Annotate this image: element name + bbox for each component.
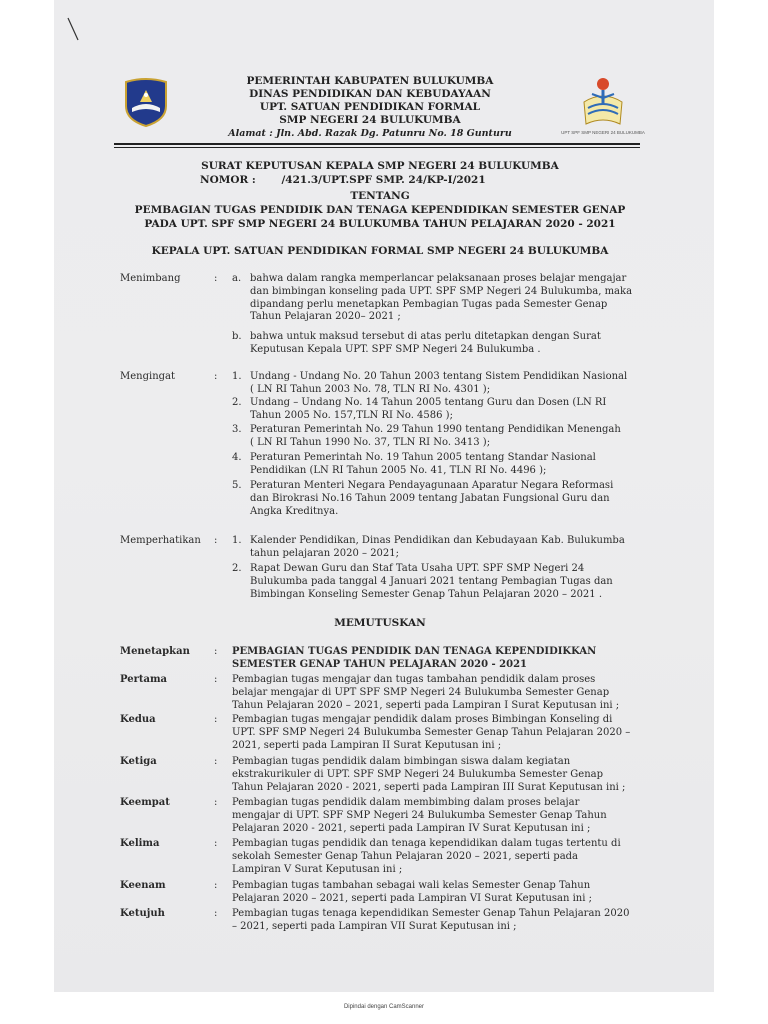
letterhead-divider xyxy=(114,143,640,145)
text-line: Pembagian tugas tenaga kependidikan Semester Genap Tahun Pelajaran 2020 xyxy=(232,908,630,919)
kedua-label: Kedua xyxy=(120,714,156,725)
scanner-footer: Dipindai dengan CamScanner xyxy=(343,1004,425,1010)
text-line: SEMESTER GENAP TAHUN PELAJARAN 2020 - 2021 xyxy=(232,658,528,670)
pen-mark xyxy=(66,16,80,42)
keenam-text xyxy=(232,880,640,906)
text-line: Tahun Pelajaran 2020 - 2021, seperti pada Lampiran III Surat Keputusan ini ; xyxy=(232,781,626,793)
text-line: Pembagian tugas pendidik dalam membimbing dalam proses belajar xyxy=(232,797,580,808)
memperhatikan-item-2 xyxy=(250,563,640,601)
text-line: Bimbingan Konseling Semester Genap Tahun Pelajaran 2020 – 2021 . xyxy=(250,588,603,600)
text-line: Pembagian tugas mengajar pendidik dalam proses Bimbingan Konseling di xyxy=(232,714,613,725)
list-marker: a. xyxy=(232,273,242,284)
text-line: Tahun Pelajaran 2020 – 2021, seperti pada Lampiran I Surat Keputusan ini ; xyxy=(232,699,620,711)
keenam-label: Keenam xyxy=(120,880,166,891)
list-marker: 4. xyxy=(232,452,242,463)
text-line: Peraturan Menteri Negara Pendayagunaan Aparatur Negara Reformasi xyxy=(250,480,614,491)
mengingat-label: Mengingat xyxy=(120,371,176,382)
list-marker: 5. xyxy=(232,480,242,491)
text-line: bahwa dalam rangka memperlancar pelaksanaan proses belajar mengajar xyxy=(250,273,627,284)
text-line: Undang – Undang No. 14 Tahun 2005 tentang Guru dan Dosen (LN RI xyxy=(250,397,607,408)
text-line: Tahun 2005 No. 157,TLN RI No. 4586 ); xyxy=(250,409,453,421)
colon: : xyxy=(214,674,218,685)
decree-subject-line-2: PADA UPT. SPF SMP NEGERI 24 BULUKUMBA TAHUN PELAJARAN 2020 - 2021 xyxy=(144,218,616,230)
decree-number-value: /421.3/UPT.SPF SMP. 24/KP-I/2021 xyxy=(281,174,486,186)
keempat-label: Keempat xyxy=(120,797,170,808)
school-logo xyxy=(561,72,645,146)
text-line: bahwa untuk maksud tersebut di atas perlu ditetapkan dengan Surat xyxy=(250,331,601,342)
list-marker: 2. xyxy=(232,397,242,408)
text-line: sekolah Semester Genap Tahun Pelajaran 2020 – 2021, seperti pada xyxy=(232,850,579,862)
text-line: Angka Kreditnya. xyxy=(250,505,339,517)
decree-authority: KEPALA UPT. SATUAN PENDIDIKAN FORMAL SMP NEGERI 24 BULUKUMBA xyxy=(151,245,609,257)
colon: : xyxy=(214,646,218,657)
decree-title: SURAT KEPUTUSAN KEPALA SMP NEGERI 24 BULUKUMBA xyxy=(201,160,559,172)
mengingat-item-3 xyxy=(250,424,640,450)
text-line: PEMBAGIAN TUGAS PENDIDIK DAN TENAGA KEPENDIDIKKAN xyxy=(232,646,597,657)
kelima-text xyxy=(232,838,640,876)
letterhead-line-1: PEMERINTAH KABUPATEN BULUKUMBA xyxy=(246,75,494,87)
tentang-heading: TENTANG xyxy=(350,190,410,202)
mengingat-item-1 xyxy=(250,371,640,397)
ketujuh-label: Ketujuh xyxy=(120,908,165,919)
decree-number-label: NOMOR : xyxy=(200,174,256,186)
list-marker: 3. xyxy=(232,424,242,435)
colon: : xyxy=(214,756,218,767)
letterhead-divider-thin xyxy=(114,147,640,148)
colon: : xyxy=(214,371,218,382)
letterhead-line-4: SMP NEGERI 24 BULUKUMBA xyxy=(279,114,461,126)
pertama-text xyxy=(232,674,640,712)
text-line: dipandang perlu menetapkan Pembagian Tugas pada Semester Genap xyxy=(250,298,608,310)
mengingat-item-4 xyxy=(250,452,640,478)
text-line: tahun pelajaran 2020 – 2021; xyxy=(250,547,400,559)
letterhead-address: Alamat : Jln. Abd. Razak Dg. Patunru No. 18 Gunturu xyxy=(228,128,512,139)
letterhead-line-3: UPT. SATUAN PENDIDIKAN FORMAL xyxy=(259,101,481,113)
menimbang-label: Menimbang xyxy=(120,273,181,284)
text-line: Undang - Undang No. 20 Tahun 2003 tentang Sistem Pendidikan Nasional xyxy=(250,371,628,382)
text-line: ( LN RI Tahun 2003 No. 78, TLN RI No. 4301 ); xyxy=(250,383,491,395)
text-line: Tahun Pelajaran 2020– 2021 ; xyxy=(250,311,401,323)
text-line: Pendidikan (LN RI Tahun 2005 No. 41, TLN RI No. 4496 ); xyxy=(250,464,547,476)
text-line: 2021, seperti pada Lampiran II Surat Keputusan ini ; xyxy=(232,739,502,751)
ketiga-label: Ketiga xyxy=(120,756,157,767)
memperhatikan-item-1 xyxy=(250,535,640,561)
text-line: dan bimbingan konseling pada UPT. SPF SMP Negeri 24 Bulukumba, maka xyxy=(250,285,633,297)
text-line: Peraturan Pemerintah No. 29 Tahun 1990 tentang Pendidikan Menengah xyxy=(250,424,621,435)
letterhead-line-2: DINAS PENDIDIKAN DAN KEBUDAYAAN xyxy=(249,88,491,100)
text-line: ekstrakurikuler di UPT. SPF SMP Negeri 24 Bulukumba Semester Genap xyxy=(232,768,604,780)
text-line: Keputusan Kepala UPT. SPF SMP Negeri 24 Bulukumba . xyxy=(250,343,541,355)
colon: : xyxy=(214,838,218,849)
menetapkan-label: Menetapkan xyxy=(120,646,190,657)
text-line: Bulukumba pada tanggal 4 Januari 2021 tentang Pembagian Tugas dan xyxy=(250,575,613,587)
colon: : xyxy=(214,273,218,284)
colon: : xyxy=(214,880,218,891)
colon: : xyxy=(214,535,218,546)
text-line: ( LN RI Tahun 1990 No. 37, TLN RI No. 3413 ); xyxy=(250,436,491,448)
memutuskan-heading: MEMUTUSKAN xyxy=(334,617,426,629)
mengingat-item-5 xyxy=(250,480,640,518)
text-line: Peraturan Pemerintah No. 19 Tahun 2005 tentang Standar Nasional xyxy=(250,452,596,463)
kelima-label: Kelima xyxy=(120,838,160,849)
text-line: Pembagian tugas pendidik dan tenaga kependidikan dalam tugas tertentu di xyxy=(232,838,621,849)
text-line: – 2021, seperti pada Lampiran VII Surat Keputusan ini ; xyxy=(232,920,517,932)
decree-subject-line-1: PEMBAGIAN TUGAS PENDIDIK DAN TENAGA KEPENDIDIKAN SEMESTER GENAP xyxy=(134,204,626,216)
memperhatikan-label: Memperhatikan xyxy=(120,535,201,546)
text-line: UPT. SPF SMP Negeri 24 Bulukumba Semester Genap Tahun Pelajaran 2020 – xyxy=(232,726,631,738)
text-line: belajar mengajar di UPT SPF SMP Negeri 24 Bulukumba Semester Genap xyxy=(232,686,610,698)
text-line: Pembagian tugas tambahan sebagai wali kelas Semester Genap Tahun xyxy=(232,880,591,891)
kedua-text xyxy=(232,714,640,752)
ketujuh-text xyxy=(232,908,640,934)
menimbang-item-b xyxy=(250,331,640,357)
school-logo-caption: UPT SPF SMP NEGERI 24 BULUKUMBA xyxy=(561,130,645,135)
letterhead xyxy=(190,75,550,140)
colon: : xyxy=(214,714,218,725)
menetapkan-text xyxy=(232,646,640,672)
regency-crest-logo xyxy=(122,78,170,128)
pertama-label: Pertama xyxy=(120,674,168,685)
colon: : xyxy=(214,908,218,919)
text-line: Pelajaran 2020 - 2021, seperti pada Lampiran IV Surat Keputusan ini ; xyxy=(232,822,591,834)
text-line: Pelajaran 2020 – 2021, seperti pada Lampiran VI Surat Keputusan ini ; xyxy=(232,892,592,904)
text-line: mengajar di UPT. SPF SMP Negeri 24 Bulukumba Semester Genap Tahun xyxy=(232,809,607,821)
colon: : xyxy=(214,797,218,808)
decree-number xyxy=(200,174,560,187)
list-marker: 1. xyxy=(232,535,242,546)
text-line: Kalender Pendidikan, Dinas Pendidikan dan Kebudayaan Kab. Bulukumba xyxy=(250,535,625,546)
mengingat-item-2 xyxy=(250,397,640,423)
menimbang-item-a xyxy=(250,273,640,324)
list-marker: 2. xyxy=(232,563,242,574)
keempat-text xyxy=(232,797,640,835)
list-marker: 1. xyxy=(232,371,242,382)
text-line: Lampiran V Surat Keputusan ini ; xyxy=(232,863,403,875)
ketiga-text xyxy=(232,756,640,794)
list-marker: b. xyxy=(232,331,242,342)
text-line: Pembagian tugas mengajar dan tugas tambahan pendidik dalam proses xyxy=(232,674,596,685)
text-line: Pembagian tugas pendidik dalam bimbingan siswa dalam kegiatan xyxy=(232,756,571,767)
text-line: dan Birokrasi No.16 Tahun 2009 tentang Jabatan Fungsional Guru dan xyxy=(250,492,610,504)
text-line: Rapat Dewan Guru dan Staf Tata Usaha UPT. SPF SMP Negeri 24 xyxy=(250,563,585,574)
